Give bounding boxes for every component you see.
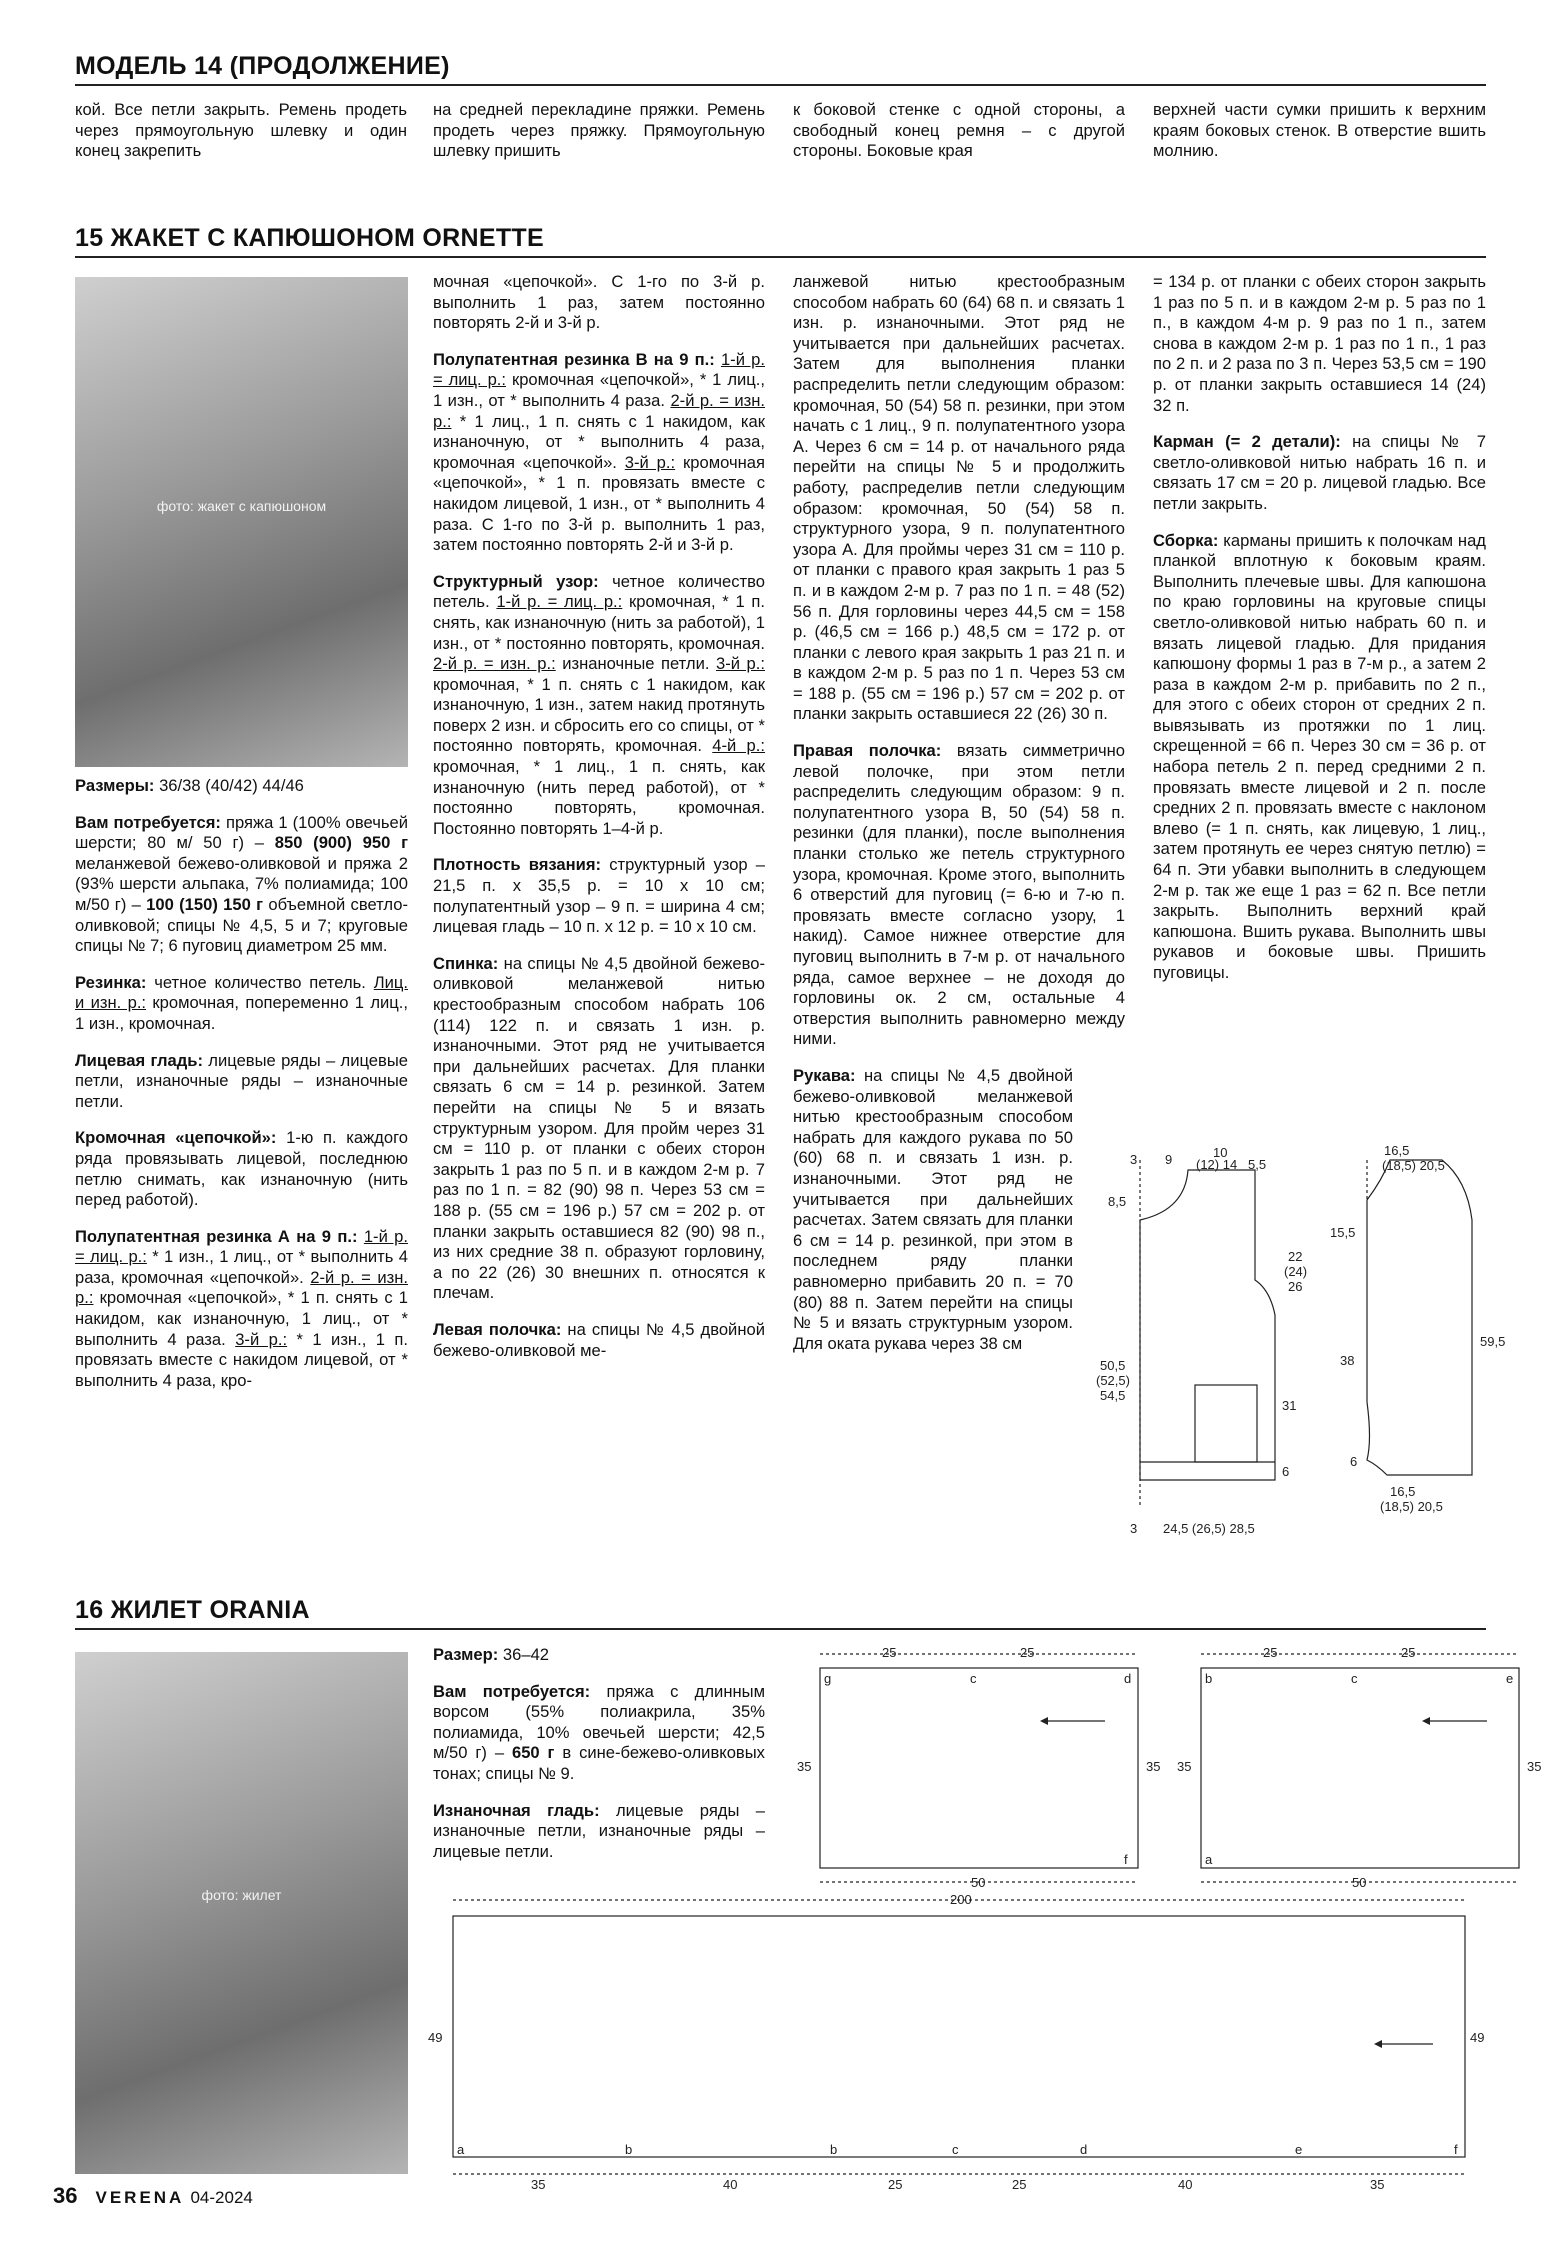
sleeve-outline	[1367, 1160, 1472, 1475]
left-front-label: Левая полочка:	[433, 1319, 562, 1339]
struct-text-a: четное количество петель.	[433, 571, 765, 612]
ribB-text1: кромочная «цепочкой», * 1 лиц., 1 изн., от * выполнить 4 раза.	[433, 370, 765, 410]
p2-e: e	[1506, 1671, 1514, 1686]
m16-rev-label: Изнаночная гладь:	[433, 1800, 600, 1820]
model16-photo-caption: фото: жилет	[201, 1886, 282, 1903]
struct-label: Структурный узор:	[433, 571, 599, 591]
assembly-label: Сборка:	[1153, 530, 1219, 550]
pocket-text: на спицы № 7 светло-оливковой нитью набрать 16 п. и связать 17 см = 20 р. лицевой гладью. Все петли закрыть.	[1153, 432, 1486, 513]
panel1-outline	[820, 1668, 1138, 1868]
struct-para	[433, 572, 765, 840]
body-outline	[1140, 1170, 1275, 1480]
p2-top-right: 25	[1401, 1645, 1416, 1660]
p2-top-left: 25	[1263, 1645, 1278, 1660]
m16-materials-label: Вам потребуется:	[433, 1681, 591, 1701]
big-top: 200	[950, 1892, 972, 1907]
ribB-row1: 1-й р. = лиц. р.:	[433, 349, 765, 390]
dim-8-5: 8,5	[1108, 1194, 1127, 1209]
m16-size-label: Размер:	[433, 1645, 499, 1664]
dim-5-5: 5,5	[1248, 1157, 1267, 1172]
dim-52-5: (52,5)	[1096, 1373, 1130, 1388]
m16-materials-text-c: в сине-бежево-оливковых тонах; спицы № 9.	[433, 1743, 765, 1783]
m16-size-value: 36–42	[498, 1645, 550, 1664]
m16-materials-text-a: пряжа с длинным ворсом (55% полиакрила, 35% полиамида, 10% овечьей шерсти; 42,5 м/50 г) –	[433, 1681, 765, 1763]
big-b2: b	[830, 2142, 838, 2157]
ribB-label: Полупатентная резинка В на 9 п.:	[433, 349, 715, 369]
big-piece-outline	[453, 1916, 1465, 2157]
model15-heading: 15 ЖАКЕТ С КАПЮШОНОМ ORNETTE	[75, 224, 544, 252]
big-f: f	[1454, 2142, 1458, 2157]
struct-row1: 1-й р. = лиц. р.:	[496, 592, 623, 612]
materials-label: Вам потребуется:	[75, 812, 221, 832]
seg-2: 40	[723, 2177, 738, 2192]
dim-26: 26	[1288, 1279, 1303, 1294]
dim-9: 9	[1165, 1152, 1173, 1167]
stockinette-para	[75, 1051, 408, 1113]
sleeve-dim-38: 38	[1340, 1353, 1355, 1368]
big-right: 49	[1470, 2030, 1485, 2045]
left-front-text: на спицы № 4,5 двойной бежево-оливковой ме-	[433, 1319, 765, 1360]
sizes-label: Размеры:	[75, 776, 155, 795]
m16-rev-text: лицевые ряды – изнаночные петли, изнаночные ряды – лицевые петли.	[433, 1800, 765, 1861]
struct-text4: кромочная, * 1 лиц., 1 п. снять, как изнаночную (нить перед работой), от * постоянно повторять, кромочная. Постоянно повторять 1–4-й р.	[433, 757, 765, 838]
big-left: 49	[428, 2030, 443, 2045]
left-front-continued: ланжевой нитью крестообразным способом набрать 60 (64) 68 п. и связать 1 изн. р. изнаночными. Этот ряд не учитывается при дальнейших расчетах. Затем для выполнения планки распределить петли следующим образом: кромочная, 50 (54) 58 п. резинки, при этом начать с 1 лиц., 9 п. полупатентного узора А. Через 6 см = 14 р. от начального ряда перейти на спицы № 5 и продолжить работу, распределив петли следующим образом: кромочная, 50 (54) 58 п. структурного узора, 9 п. полупатентного узора А. Для проймы через 31 см = 110 р. от планки с правого края закрыть 1 раз 5 п. и в каждом 2-м р. 7 раз по 1 п. = 48 (52) 56 п. Для горловины через 44,5 см = 158 р. (46,5 см = 166 р.) 48,5 см = 172 р. от планки с левого края закрыть 1 раз 21 п. и в каждом 2-м р. 5 раз по 1 п. Через 53 см = 188 р. (55 см = 196 р.) 57 см = 202 р. от планки закрыть оставшиеся 22 (26) 30 п.	[793, 272, 1125, 724]
stockinette-text: лицевые ряды – лицевые петли, изнаночные ряды – изнаночные петли.	[75, 1050, 408, 1111]
sleeve-schematic	[1322, 1140, 1506, 1540]
model15-photo	[75, 277, 408, 767]
seg-3: 25	[888, 2177, 903, 2192]
materials-text-c: меланжевой бежево-оливковой и пряжа 2 (93% шерсти альпака, 7% полиамида; 100 м/50 г) –	[75, 853, 408, 914]
p1-right: 35	[1146, 1759, 1161, 1774]
ribB-text2: * 1 лиц., 1 п. снять с 1 накидом, как изнаночную, от * выполнить 4 раза, кромочная «цепочкой».	[433, 411, 765, 472]
dim-3b: 3	[1130, 1521, 1138, 1536]
model14-col2: на средней перекладине пряжки. Ремень продеть через пряжку. Прямоугольную шлевку пришить	[433, 100, 765, 161]
p1-g: g	[824, 1671, 832, 1686]
assembly-text: карманы пришить к полочкам над планкой вплотную к боковым краям. Выполнить плечевые швы. Для капюшона по краю горловины на круговые спицы светло-оливковой нитью набрать 60 п. и вязать лицевой гладью. Для придания капюшону формы 1 раз в 7-м р., а затем 2 раза в каждом 2-м р. прибавить по 2 п., для этого с обеих сторон от средних 2 п. вывязывать из протяжки по 1 лиц. скрещенной = 66 п. Через 30 см = 36 р. от набора петель 2 п. перед средними 2 п. провязать вместе лицевой и 2 п. после средних 2 п. провязать вместе с наклоном влево (= 1 п. снять, как лицевую, 1 лиц., затем протянуть ее через снятую петлю) = 64 п. Эти убавки выполнить в следующем 2-м р. так же еще 1 раз = 62 п. Все петли закрыть. Выполнить верхний край капюшона. Вшить рукава. Выполнить швы рукавов и боковые швы. Пришить пуговицы.	[1153, 530, 1486, 982]
model15-col4	[1153, 272, 1486, 1000]
sleeve-label: Рукава:	[793, 1065, 856, 1085]
big-e: e	[1295, 2142, 1303, 2157]
sleeve-text: на спицы № 4,5 двойной бежево-оливковой меланжевой нитью крестообразным способом набрать для каждого рукава по 50 (60) 68 п. и связать 1 изн. р. изнаночными. Этот ряд не учитывается при дальнейших расчетах. Затем связать для планки 6 см = 14 р. резинкой, при этом в последнем ряду планки равномерно прибавить 20 п. = 70 (80) 88 п. Затем перейти на спицы № 5 и вязать структурным узором. Для оката рукава через 38 см	[793, 1065, 1073, 1353]
body-schematic	[1096, 1140, 1308, 1540]
rib-underline: Лиц. и изн. р.:	[75, 972, 408, 1013]
sleeve-para	[793, 1066, 1073, 1354]
model14-heading: МОДЕЛЬ 14 (ПРОДОЛЖЕНИЕ)	[75, 52, 450, 80]
p2-bottom: 50	[1352, 1875, 1367, 1890]
gauge-text: структурный узор – 21,5 п. х 35,5 р. = 10 х 10 см; полупатентный узор – 9 п. = ширина 4 см; лицевая гладь – 10 п. х 12 р. = 10 х 10 см.	[433, 855, 766, 937]
seg-1: 35	[531, 2177, 546, 2192]
right-front-label: Правая полочка:	[793, 741, 942, 761]
seg-5: 40	[1178, 2177, 1193, 2192]
panel2-arrowhead	[1422, 1717, 1430, 1725]
struct-text3: кромочная, * 1 п. снять с 1 накидом, как изнаночную, 1 изн., затем накид протянуть поверх 2 изн. и сбросить его со спицы, от * постоянно повторять, кромочная.	[433, 674, 765, 756]
ribA-row1: 1-й р. = лиц. р.:	[75, 1226, 408, 1267]
issue-number: 04-2024	[190, 2188, 253, 2207]
pocket-label: Карман (= 2 детали):	[1153, 432, 1341, 452]
materials-text-a: пряжа 1 (100% овечьей шерсти; 80 м/ 50 г) –	[75, 812, 408, 853]
p1-c: c	[970, 1671, 977, 1686]
ribA-label: Полупатентная резинка А на 9 п.:	[75, 1226, 358, 1246]
struct-text1: кромочная, * 1 п. снять, как изнаночную (нить за работой), 1 изн., от * постоянно повторять, кромочная.	[433, 592, 765, 653]
page-number: 36	[53, 2183, 78, 2208]
panel2-outline	[1201, 1668, 1519, 1868]
materials-amount-2: 100 (150) 150 г	[146, 894, 264, 914]
p1-bottom: 50	[971, 1875, 986, 1890]
ribA-text2: кромочная «цепочкой», * 1 п. снять с 1 накидом, как изнаночную, 1 лиц., от * выполнить 4 раза.	[75, 1288, 408, 1349]
dim-3a: 3	[1130, 1152, 1138, 1167]
left-front-para	[433, 1320, 765, 1361]
dim-24: (24)	[1284, 1264, 1308, 1279]
pocket-outline	[1195, 1385, 1257, 1462]
p1-left: 35	[797, 1759, 812, 1774]
ribB-para	[433, 350, 765, 556]
gauge-label: Плотность вязания:	[433, 855, 602, 875]
model14-col1: кой. Все петли закрыть. Ремень продеть через прямоугольную шлевку и один конец закрепить	[75, 100, 407, 161]
p1-top-left: 25	[882, 1645, 897, 1660]
seg-6: 35	[1370, 2177, 1385, 2192]
rib-label: Резинка:	[75, 972, 147, 992]
dim-50-5: 50,5	[1100, 1358, 1126, 1373]
struct-row4: 4-й р.:	[712, 736, 765, 756]
back-label: Спинка:	[433, 953, 499, 973]
dim-24-5: 24,5 (26,5) 28,5	[1163, 1521, 1255, 1536]
model15-rule	[75, 256, 1486, 258]
struct-row2: 2-й р. = изн. р.:	[433, 654, 556, 674]
dim-31: 31	[1282, 1398, 1297, 1413]
big-d: d	[1080, 2142, 1088, 2157]
big-c: c	[952, 2142, 959, 2157]
dim-54-5: 54,5	[1100, 1388, 1126, 1403]
back-para	[433, 954, 765, 1304]
sleeve-top-1: 16,5	[1384, 1143, 1410, 1158]
model16-photo	[75, 1652, 408, 2174]
sleeve-dim-6: 6	[1350, 1454, 1358, 1469]
rib-text-b: кромочная, попеременно 1 лиц., 1 изн., кромочная.	[75, 993, 408, 1033]
model15-col2	[433, 272, 765, 1377]
struct-row3: 3-й р.:	[716, 654, 765, 674]
seg-4: 25	[1012, 2177, 1027, 2192]
m16-materials-amount: 650 г	[511, 1743, 555, 1763]
model16-rule	[75, 1628, 1486, 1630]
chain-text: 1-ю п. каждого ряда провязывать лицевой, последнюю петлю снимать, как изнаночную (нить перед работой).	[75, 1128, 408, 1210]
vest-schematic	[420, 1638, 1542, 2198]
ribA-row3: 3-й р.:	[235, 1329, 288, 1349]
magazine-brand: VERENA	[95, 2188, 185, 2207]
rib-para	[75, 973, 408, 1035]
pocket-para	[1153, 432, 1486, 514]
model15-col3	[793, 272, 1125, 1370]
sleeve-dim-59-5: 59,5	[1480, 1334, 1506, 1349]
chain-label: Кромочная «цепочкой»:	[75, 1128, 277, 1148]
dim-6: 6	[1282, 1464, 1290, 1479]
p1-d: d	[1124, 1671, 1132, 1686]
right-front-para	[793, 741, 1125, 1050]
panel1-arrowhead	[1040, 1717, 1048, 1725]
ribA-continued: мочная «цепочкой». С 1-го по 3-й р. выполнить 1 раз, затем постоянно повторять 2-й и 3-й р.	[433, 272, 765, 333]
sleeve-bottom-2: (18,5) 20,5	[1380, 1499, 1443, 1514]
page-footer	[53, 2183, 253, 2209]
ribA-para	[75, 1227, 408, 1392]
materials-amount-1: 850 (900) 950 г	[274, 833, 408, 853]
sleeve-continued: = 134 р. от планки с обеих сторон закрыть 1 раз по 5 п. и в каждом 2-м р. 5 раз по 1 п., в каждом 4-м р. 9 раз по 1 п., затем снова в каждом 2-м р. 1 раз по 1 п., 1 раз по 2 п. и 2 раза по 3 п. Через 53,5 см = 190 р. от планки закрыть оставшиеся 14 (24) 32 п.	[1153, 272, 1486, 415]
model15-photo-caption: фото: жакет с капюшоном	[156, 497, 327, 514]
sizes-value: 36/38 (40/42) 44/46	[154, 776, 304, 795]
stockinette-label: Лицевая гладь:	[75, 1050, 203, 1070]
ribB-text3: кромочная «цепочкой», * 1 п. провязать вместе с накидом лицевой, 1 изн., от * выполнить 4 раза. С 1-го по 3-й р. выполнить 1 раз, затем постоянно повторять 2-й и 3-й р.	[433, 452, 765, 555]
right-front-text: вязать симметрично левой полочке, при этом петли распределить следующим образом: 9 п. полупатентного узора В, 50 (54) 58 п. резинки (для планки), после выполнения планки столько же петель структурного узора, кромочная. Кроме этого, выполнить 6 отверстий для пуговиц (= 6-ю и 7-ю п. провязать вместе согласно узору, 1 накид). Самое нижнее отверстие для пуговиц выполнить в 7-м р. от начального ряда, самое верхнее – не доходя до горловины ок. 2 см, остальные 4 отверстия выполнить равномерно между ними.	[793, 741, 1126, 1049]
gauge-para	[433, 855, 765, 937]
materials-text-e: объемной светло-оливковой; спицы № 4,5, 5 и 7; круговые спицы № 7; 6 пуговиц диаметром 25 мм.	[75, 894, 408, 956]
sleeve-bottom-1: 16,5	[1390, 1484, 1416, 1499]
ribA-text1: * 1 изн., 1 лиц., от * выполнить 4 раза, кромочная «цепочкой».	[75, 1247, 408, 1287]
struct-text2: изнаночные петли.	[555, 654, 716, 674]
dim-10: 10	[1213, 1145, 1228, 1160]
p2-a: a	[1205, 1852, 1213, 1867]
sleeve-top-2: (18,5) 20,5	[1382, 1158, 1445, 1173]
p2-c: c	[1351, 1671, 1358, 1686]
big-arrowhead	[1374, 2040, 1382, 2048]
rib-text-a: четное количество петель.	[146, 972, 374, 992]
sleeve-dim-15-5: 15,5	[1330, 1225, 1356, 1240]
ribB-row3: 3-й р.:	[624, 452, 676, 472]
model16-heading: 16 ЖИЛЕТ ORANIA	[75, 1596, 310, 1624]
sizes-para	[75, 776, 408, 797]
back-text: на спицы № 4,5 двойной бежево-оливковой меланжевой нитью крестообразным способом набрать 106 (114) 122 п. и связать 1 изн. р. изнаночными. Этот ряд не учитывается при дальнейших расчетах. Для планки связать 6 см = 14 р. резинкой. Затем перейти на спицы № 5 и вязать структурным узором. Для пройм через 31 см = 110 р. от планки с обеих сторон закрыть 1 раз по 5 п. и в каждом 2-м р. 7 раз по 1 п. = 82 (90) 98 п. Через 53 см = 188 р. (55 см = 196 р.) 57 см = 202 р. от планки закрыть оставшиеся 82 (90) 98 п., из них средние 38 п. образуют горловину, а по 22 (26) 30 внешних п. относятся к плечам.	[433, 953, 765, 1303]
p1-top-right: 25	[1020, 1645, 1035, 1660]
dim-22: 22	[1288, 1249, 1303, 1264]
p2-right: 35	[1527, 1759, 1542, 1774]
model15-col1	[75, 776, 408, 1407]
assembly-para	[1153, 531, 1486, 984]
dim-12-14: (12) 14	[1196, 1157, 1238, 1172]
chain-para	[75, 1128, 408, 1210]
model14-rule	[75, 84, 1486, 86]
big-b1: b	[625, 2142, 633, 2157]
p1-f: f	[1124, 1852, 1128, 1867]
p2-left: 35	[1177, 1759, 1192, 1774]
model14-col3: к боковой стенке с одной стороны, а свободный конец ремня – с другой стороны. Боковые края	[793, 100, 1125, 161]
p2-b: b	[1205, 1671, 1213, 1686]
model14-col4: верхней части сумки пришить к верхним краям боковых стенок. В отверстие вшить молнию.	[1153, 100, 1486, 161]
ribA-row2: 2-й р. = изн. р.:	[75, 1267, 408, 1308]
ribB-row2: 2-й р. = изн. р.:	[433, 390, 765, 431]
big-a: a	[457, 2142, 465, 2157]
materials-para	[75, 813, 408, 957]
ribA-text3: * 1 изн., 1 п. провязать вместе с накидом лицевой, от * выполнить 4 раза, кро-	[75, 1329, 408, 1390]
